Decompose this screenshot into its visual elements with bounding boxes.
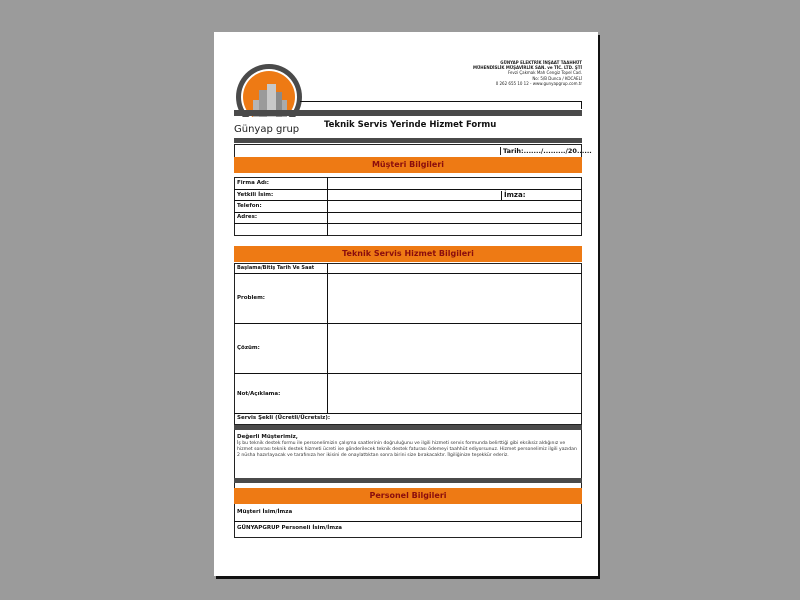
field-company-name: Firma Adı: (237, 180, 269, 186)
service-type-input[interactable] (349, 414, 581, 424)
company-contact: 0 262 655 10 12 - www.gunyapgrup.com.tr (495, 80, 582, 86)
company-name-line2: MÜHENDİSLİK MÜŞAVİRLİK SAN. ve TİC. LTD. ŞTİ (473, 65, 582, 71)
company-name-line1: GÜNYAP ELEKTRİK İNŞAAT TAAHHÜT (500, 60, 582, 65)
field-service-type: Servis Şekli (Ücretli/Ücretsiz): (237, 415, 331, 421)
section-service: Teknik Servis Hizmet Bilgileri (234, 246, 582, 262)
company-name-input[interactable] (328, 178, 581, 189)
logo-text: Günyap grup (234, 124, 300, 135)
form-page (214, 32, 598, 576)
header-line-right (581, 101, 582, 109)
problem-input[interactable] (328, 274, 581, 323)
header-bar-top (234, 110, 582, 116)
section-customer: Müşteri Bilgileri (234, 157, 582, 173)
start-end-input[interactable] (328, 264, 581, 273)
header-line (300, 101, 582, 102)
note-input[interactable] (328, 374, 581, 413)
field-phone: Telefon: (237, 203, 262, 209)
company-address2: No: 5/B Dunca / KOCAELİ (532, 75, 582, 81)
logo-icon (234, 62, 304, 132)
field-customer-sign[interactable]: Müşteri İsim/İmza (237, 509, 293, 515)
field-authorized-name: Yetkili İsim: (237, 192, 274, 198)
field-note: Not/Açıklama: (237, 391, 281, 397)
row-divider (234, 521, 582, 522)
address-input[interactable] (328, 213, 581, 235)
field-start-end: Başlama/Bitiş Tarih Ve Saat (237, 265, 315, 271)
date-label: Tarih:......./........./20...... (500, 147, 592, 155)
field-address: Adres: (237, 214, 258, 220)
company-address1: Fevzi Çakmak Mah Cengiz Topel Cad. (507, 70, 582, 76)
field-solution: Çözüm: (237, 345, 260, 351)
header-bar-bottom (234, 138, 582, 143)
phone-input[interactable] (328, 201, 581, 212)
section-personnel: Personel Bilgileri (234, 488, 582, 504)
field-signature: İmza: (504, 191, 526, 199)
solution-input[interactable] (328, 324, 581, 373)
field-staff-sign[interactable]: GÜNYAPGRUP Personeli İsim/İmza (237, 525, 342, 531)
signature-divider (501, 191, 502, 200)
notice-heading: Değerli Müşterimiz, (237, 434, 298, 440)
authorized-name-input[interactable] (328, 190, 500, 200)
field-problem: Problem: (237, 295, 266, 301)
logo (234, 62, 304, 132)
notice-body: İş bu teknik destek formu ile personelimizin çalışma saatlerinin doğruluğunu ve ilgili hizmeti servis formunda belirttiği gibi eksiksiz aldığınız ve hizmet sonrası teknik destek hizmeti ücreti ise gönderilecek teknik destek faturası ödemeyi taahhüt ediyorsunuz. Hizmet personelimiz ilgili yazıdan 2 nüsha hazırlayacak ve tarafınıza her ikisini de onaylattıktan sonra birini size bırakacaktır. İlgiliğinize teşekkür ederiz. (237, 441, 577, 458)
company-info (402, 60, 582, 86)
form-title: Teknik Servis Yerinde Hizmet Formu (324, 120, 497, 130)
